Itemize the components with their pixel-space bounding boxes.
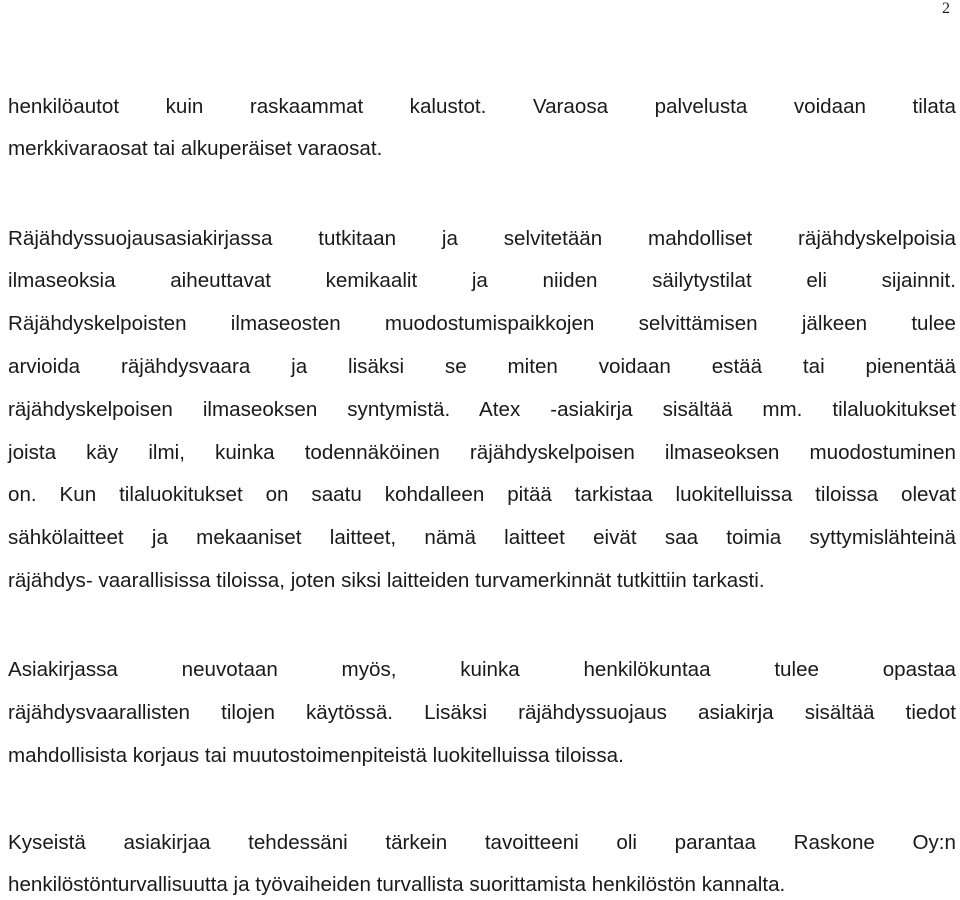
text-line: henkilöautot kuin raskaammat kalustot. Varaosa palvelusta voidaan tilata bbox=[8, 95, 956, 118]
text-line: Räjähdyssuojausasiakirjassa tutkitaan ja selvitetään mahdolliset räjähdyskelpoisia bbox=[8, 227, 956, 250]
text-line: räjähdysvaarallisten tilojen käytössä. Lisäksi räjähdyssuojaus asiakirja sisältää tiedot bbox=[8, 701, 956, 724]
page-number: 2 bbox=[942, 0, 950, 17]
text-line: sähkölaitteet ja mekaaniset laitteet, nämä laitteet eivät saa toimia syttymislähteinä bbox=[8, 526, 956, 549]
text-line: Kyseistä asiakirjaa tehdessäni tärkein tavoitteeni oli parantaa Raskone Oy:n bbox=[8, 831, 956, 854]
text-line: Asiakirjassa neuvotaan myös, kuinka henkilökuntaa tulee opastaa bbox=[8, 658, 956, 681]
text-line: räjähdys- vaarallisissa tiloissa, joten siksi laitteiden turvamerkinnät tutkittiin tarkasti. bbox=[8, 569, 765, 592]
text-line: mahdollisista korjaus tai muutostoimenpiteistä luokitelluissa tiloissa. bbox=[8, 744, 624, 767]
text-line: joista käy ilmi, kuinka todennäköinen räjähdyskelpoisen ilmaseoksen muodostuminen bbox=[8, 441, 956, 464]
text-line: henkilöstönturvallisuutta ja työvaiheiden turvallista suorittamista henkilöstön kannalta. bbox=[8, 873, 786, 896]
text-line: arvioida räjähdysvaara ja lisäksi se miten voidaan estää tai pienentää bbox=[8, 355, 956, 378]
text-line: Räjähdyskelpoisten ilmaseosten muodostumispaikkojen selvittämisen jälkeen tulee bbox=[8, 312, 956, 335]
text-line: räjähdyskelpoisen ilmaseoksen syntymistä. Atex -asiakirja sisältää mm. tilaluokitukset bbox=[8, 398, 956, 421]
text-line: on. Kun tilaluokitukset on saatu kohdalleen pitää tarkistaa luokitelluissa tiloissa olevat bbox=[8, 483, 956, 506]
text-line: ilmaseoksia aiheuttavat kemikaalit ja niiden säilytystilat eli sijainnit. bbox=[8, 269, 956, 292]
text-line: merkkivaraosat tai alkuperäiset varaosat. bbox=[8, 137, 383, 160]
